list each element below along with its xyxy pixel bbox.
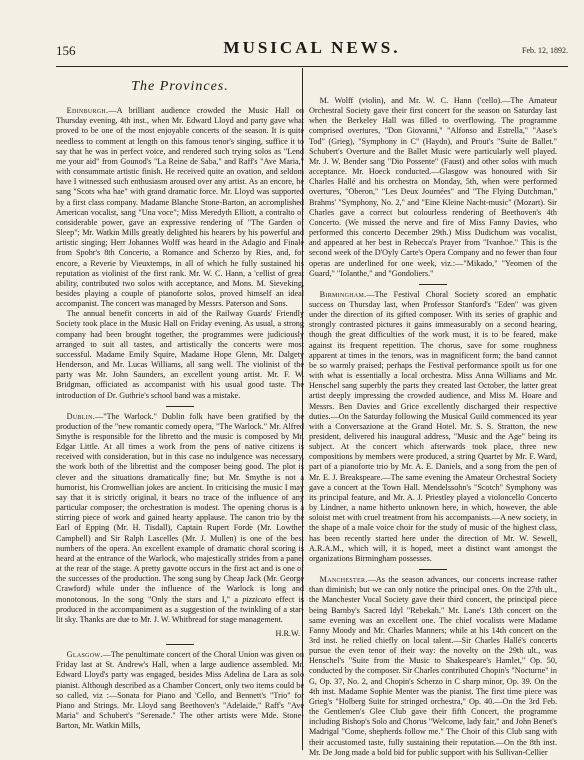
masthead-title: MUSICAL NEWS. <box>223 38 401 57</box>
paragraph-text: —A brilliant audience crowded the Music Hall on Thursday evening, 4th inst., when Mr. Edward Lloyd and party gave what proved to be one of the most enjoyable concerts of the season. It is quite needless to comment at length on this famous tenor's singing, suffice it to say that he was in perfect voice, and rendered such trying solos as "Lend me your aid" from Gounod's "La Reine de Saba," and Raff's "Ave Maria," with consummate artistic finish. He received quite an ovation, and seldom have I witnessed such enthusiasm aroused over any artist. As an encore, he sang "Scots wha hae" with grand dramatic force. Mr. Lloyd was supported by a first class company. Madame Blanche Stone-Barton, an accomplished American vocalist, sang "Una voce"; Miss Meredyth Elliott, a contralto of considerable power, gave an expressive rendering of "The Garden of Sleep"; Mr. Watkin Mills greatly delighted his hearers by his powerful and artistic singing; Herr Johannes Wolff was heard in the Adagio and Finale from Spohr's 8th Concerto, a Romance and Scherzo by Ries, and, for encore, a Reverie by Vieuxtemps, in all of which he fully sustained his reputation as violinist of the first rank. Mr. W. C. Hann, a 'cellist of great ability, contributed two solos with acceptance, and Mons. M. Sieveking, besides playing a couple of pianoforte solos, proved himself an ideal accompanist. The concert was managed by Messrs. Paterson and Sons. <box>56 106 304 309</box>
place-name: Birmingham. <box>319 289 367 299</box>
article-separator <box>419 284 447 285</box>
page-header <box>56 36 568 66</box>
paragraph-text: —The penultimate concert of the Choral Union was given on Friday last at St. Andrew's Hall, when a large audience assembled. Mr. Edward Lloyd's party was engaged, besides Miss Adelina de Lara as solo pianist. Although described as a Chamber Concert, only two items could be so called, viz :—Sonata for Piano and 'Cello, and Bennett's "Trio" for Piano and Strings. Mr. Lloyd sang Beethoven's "Adelaide," Raff's "Ave Maria" and Schubert's "Serenade." The other artists were Mde. Stone-Barton, Mr. Watkin Mills, <box>56 650 304 731</box>
paragraph-text: effect is produced in the accompaniment as a suggestion of the twinkling of a star-lit sky. Thanks are due to Mr. J. W. Whitbread for stage management. <box>56 594 305 624</box>
place-name: Edinburgh. <box>66 106 109 116</box>
glasgow-paragraph <box>56 650 304 731</box>
paragraph-text: —As the season advances, our concerts increase rather than diminish; but we can only notice the principal ones. On the 27th ult., the Manchester Vocal Society gave their third concert, the principal piece being Barnby's Sacred Idyl "Rebekah." Mr. Lane's 13th concert on the same evening was an excellent one. The chief vocalists were Madame Fanny Moody and Mr. Charles Manners; while at his 14th concert on the 3rd inst. he relied chiefly on local talent.—Sir Charles Hallé's concerts pursue the even tenor of their way: the novelty on the 29th ult., was Henschel's "Suite from the Music to Shakespeare's Hamlet," Op. 50, conducted by the composer. Sir Charles contributed Chopin's "Nocturne" in G, Op. 37, No. 2, and Chopin's Scherzo in C sharp minor, Op. 39. On the 4th inst. Madame Sophie Menter was the pianist. The first time piece was Grieg's "Holberg Suite for stringed orchestra," Op. 40.—On the 3rd Feb. the Gentlemen's Glee Club gave their fifth Concert, the programme including Bishop's Solo and Chorus "Welcome, lady fair," and John Benet's Madrigal "Come, shepherds follow me." The Choir of this Club sang with their accustomed taste, fully sustaining their reputation.—On the 8th inst. Mr. De Jong made a bold bid for public support with his Sullivan-Cellier <box>309 575 557 757</box>
paragraph-text: —"The Warlock." Dublin folk have been gratified by the production of the "new romantic comedy opera, "The Warlock." Mr. Alfred Smythe is responsible for the libretto and the music is composed by Mr. Edgar Little. At all times a work from the pens of native citizens is received with consideration, but in this case no indulgence was necessary, the work both of the librettist and the composer being good. The plot is clever and the situations dramatically fine; but Mr. Smythe is not a humorist, his Cromwellian jokes are ancient. In criticising the music I may say that it is strictly original, it bears no trace of the influence of any particular composer; the orchestration is modest. The opening chorus is a stirring piece of work and gained hearty applause. The canon trio by the Earl of Epping (Mr. H. Tisdall), Captain Rupert Forde (Mr. Lowther Campbell) and Sir Ralph Lascelles (Mr. J. Mullen) is one of the best numbers of the opera. An excellent example of dramatic choral scoring is heard at the entrance of the Warlock, who majestically strides from a panel at the rear of the stage. A pretty gavotte occurs in the first act and is one of the successes of the production. The song sung by Cheap Jack (Mr. George Crawford) while under the influence of the Warlock is long and monotonous. In the song "Only the stars and I," a <box>56 411 304 604</box>
dublin-paragraph <box>56 412 304 625</box>
page-number: 156 <box>56 43 76 58</box>
article-separator <box>166 644 194 645</box>
section-heading: The Provinces. <box>131 79 229 94</box>
place-name: Manchester. <box>319 575 368 585</box>
place-name: Glasgow. <box>66 650 103 660</box>
glasgow-continued-paragraph: M. Wolff (violin), and Mr. W. C. Hann ('cello).—The Amateur Orchestral Society gave their first concert for the season on Saturday last when the Berkeley Hall was filled to overflowing. The programme comprised overtures, "Don Giovanni," "Alfonso and Estrella," "Aase's Tod" (Grieg), "Symphony in C" (Haydn), and Prout's "Suite de Ballet." Schubert's Overture and the Ballet Music were particularly well played. Mr. J. W. Bender sang "Dio Possente" (Faust) and other solos with much acceptance. Mr. Hoeck conducted.—Glasgow was honoured with Sir Charles Hallé and his orchestra on Monday, 5th, when were performed overtures, "Oberon," "Les Deux Journées" and "The Flying Dutchman," Brahms' "Symphony, No. 2," and "Eine Kleine Nacht-music" (Mozart). Sir Charles gave a correct but colourless rendering of Beethoven's 4th Concerto. (We missed the nerve and fire of Miss Fanny Davies, who performed this concerto December 29th.) Miss Dudichum was vocalist, and appeared at her best in Rebecca's Prayer from "Ivanhoe." This is the second week of the D'Oyly Carte's Opera Company and no fewer than four operas are underlined for one week, viz.:—"Mikado," "Yeomen of the Guard," "Iolanthe," and "Gondoliers." <box>309 96 557 278</box>
article-separator <box>166 406 194 407</box>
italic-term: pizzicato <box>242 594 272 604</box>
edinburgh-paragraph <box>56 106 304 309</box>
birmingham-paragraph <box>309 290 557 564</box>
place-name: Dublin. <box>66 411 96 421</box>
edinburgh-second-paragraph: The annual benefit concerts in aid of the Railway Guards' Friendly Society took place in the Music Hall on Friday evening. As usual, a strong company had been brought together, the programmes were judiciously arranged to suit all tastes, and artistically the concerts were most successful. Madame Emily Squire, Madame Hope Glenn, Mr. Dalgety Henderson, and Mr. Lucas Williams, all sang well. The violinist of the party was Mr. John Saunders, an excellent young artist. Mr. F. W. Bridgman, officiated as accompanist with his usual good taste. The introduction of Dr. Guthrie's school band was a mistake. <box>56 309 304 400</box>
author-signature: H.R.W. <box>275 628 300 638</box>
paragraph-text: —The Festival Choral Society scored an emphatic success on Thursday last, when Professor Stanford's "Eden" was given under the direction of its gifted composer. With its series of graphic and strongly contrasted pictures it gains immeasurably on a second hearing, though the great difficulties of the work must, it is to be feared, make against its frequent repetition. The chorus, save for some roughness apparent at times in the tenors, was in magnificent form; the band cannot be so warmly praised; perhaps the Festival performance spoilt us for one with what is essentially a local orchestra. Miss Anna Williams and Mr. Henschel sang superbly the parts they created last October, the latter great artist deeply impressing the crowded audience, and Miss M. Hoare and Messrs. Ben Davies and Grice excellently discharged their respective duties.—On the Saturday following the Musical Guild commenced its year with a Conversazione at the Grand Hotel. Mr. S. S. Stratton, the new president, delivered his inaugural address, "Music and the Age" being its subject. At the concert which afterwards took place, three new compositions by members were produced, a string Quartet by Mr. F. Ward, part of a pianoforte trio by Mr. A. E. Daniels, and a song from the pen of Mr. E. J. Breakspeare.—The same evening the Amateur Orchestral Society gave a concert at the Town Hall. Mendelssohn's "Scotch" Symphony was its principal feature, and Mr. A. J. Priestley played a violoncello Concerto by Lindner, a name hitherto unknown here, in which, however, the able soloist met with cruel treatment from his accompanists.—A new society, in the shape of a male voice choir for the study of music of the highest class, has been recently started here under the direction of Mr. W. Sewell, A.R.A.M., which will, it is hoped, meet a distinct want amongst the organizations Birmingham possesses. <box>309 289 557 563</box>
article-separator <box>419 569 447 570</box>
header-rule <box>56 66 568 67</box>
issue-date: Feb. 12, 1892. <box>522 46 568 55</box>
left-column <box>56 70 304 748</box>
manchester-paragraph <box>309 575 557 758</box>
right-column <box>309 96 557 757</box>
